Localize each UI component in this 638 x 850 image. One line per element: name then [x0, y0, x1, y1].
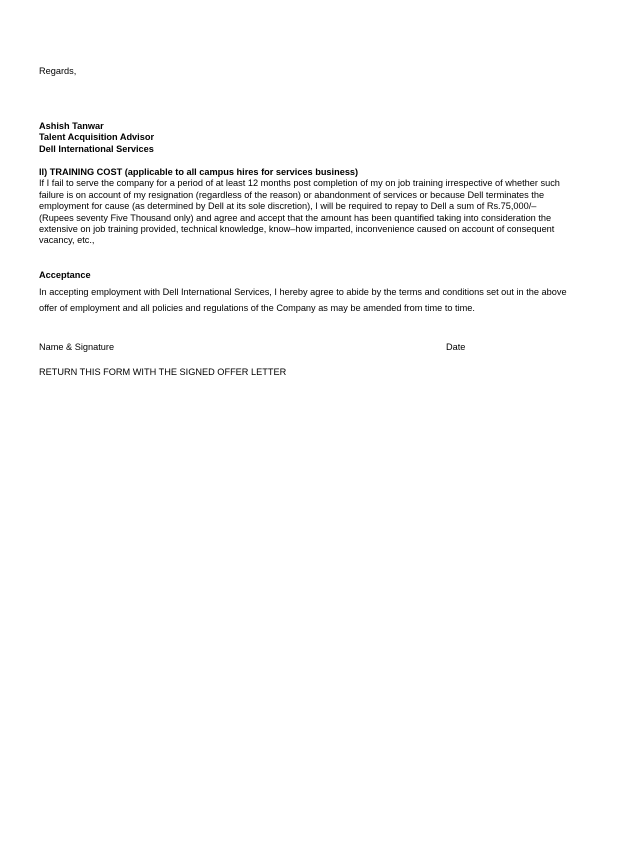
signatory-name: Ashish Tanwar: [39, 121, 104, 131]
training-cost-line: failure is on account of my resignation (regardless of the reason) or abandonment of services or because Dell terminates the: [39, 189, 545, 200]
signatory-block: [39, 121, 599, 155]
acceptance-heading: Acceptance: [39, 270, 91, 280]
acceptance-line: In accepting employment with Dell International Services, I hereby agree to abide by the terms and conditions set out in the above: [39, 287, 567, 297]
training-cost-line: employment for cause (as determined by Dell at its sole discretion), I will be required to repay to Dell a sum of Rs.75,000/–: [39, 201, 537, 212]
signatory-title: Talent Acquisition Advisor: [39, 132, 155, 143]
acceptance-section: [39, 269, 599, 315]
date-label: Date: [446, 342, 466, 352]
name-signature-label: Name & Signature: [39, 342, 115, 352]
training-cost-line: (Rupees seventy Five Thousand only) and agree and accept that the amount has been quantified taking into consideration the: [39, 212, 552, 223]
training-cost-line: vacancy, etc.,: [39, 235, 95, 246]
training-cost-section: [39, 167, 599, 247]
closing-salutation: Regards,: [39, 66, 77, 76]
training-cost-line: If I fail to serve the company for a period of at least 12 months post completion of my on job training irrespective of whether such: [39, 178, 560, 189]
acceptance-line: offer of employment and all policies and regulations of the Company as may be amended from time to time.: [39, 303, 475, 313]
training-cost-heading: II) TRAINING COST (applicable to all campus hires for services business): [39, 167, 359, 177]
return-form-note: RETURN THIS FORM WITH THE SIGNED OFFER LETTER: [39, 367, 287, 377]
signature-row: [39, 342, 599, 356]
training-cost-line: extensive on job training provided, technical knowledge, know–how imparted, inconvenience caused on account of consequent: [39, 224, 555, 235]
signatory-company: Dell International Services: [39, 143, 154, 154]
